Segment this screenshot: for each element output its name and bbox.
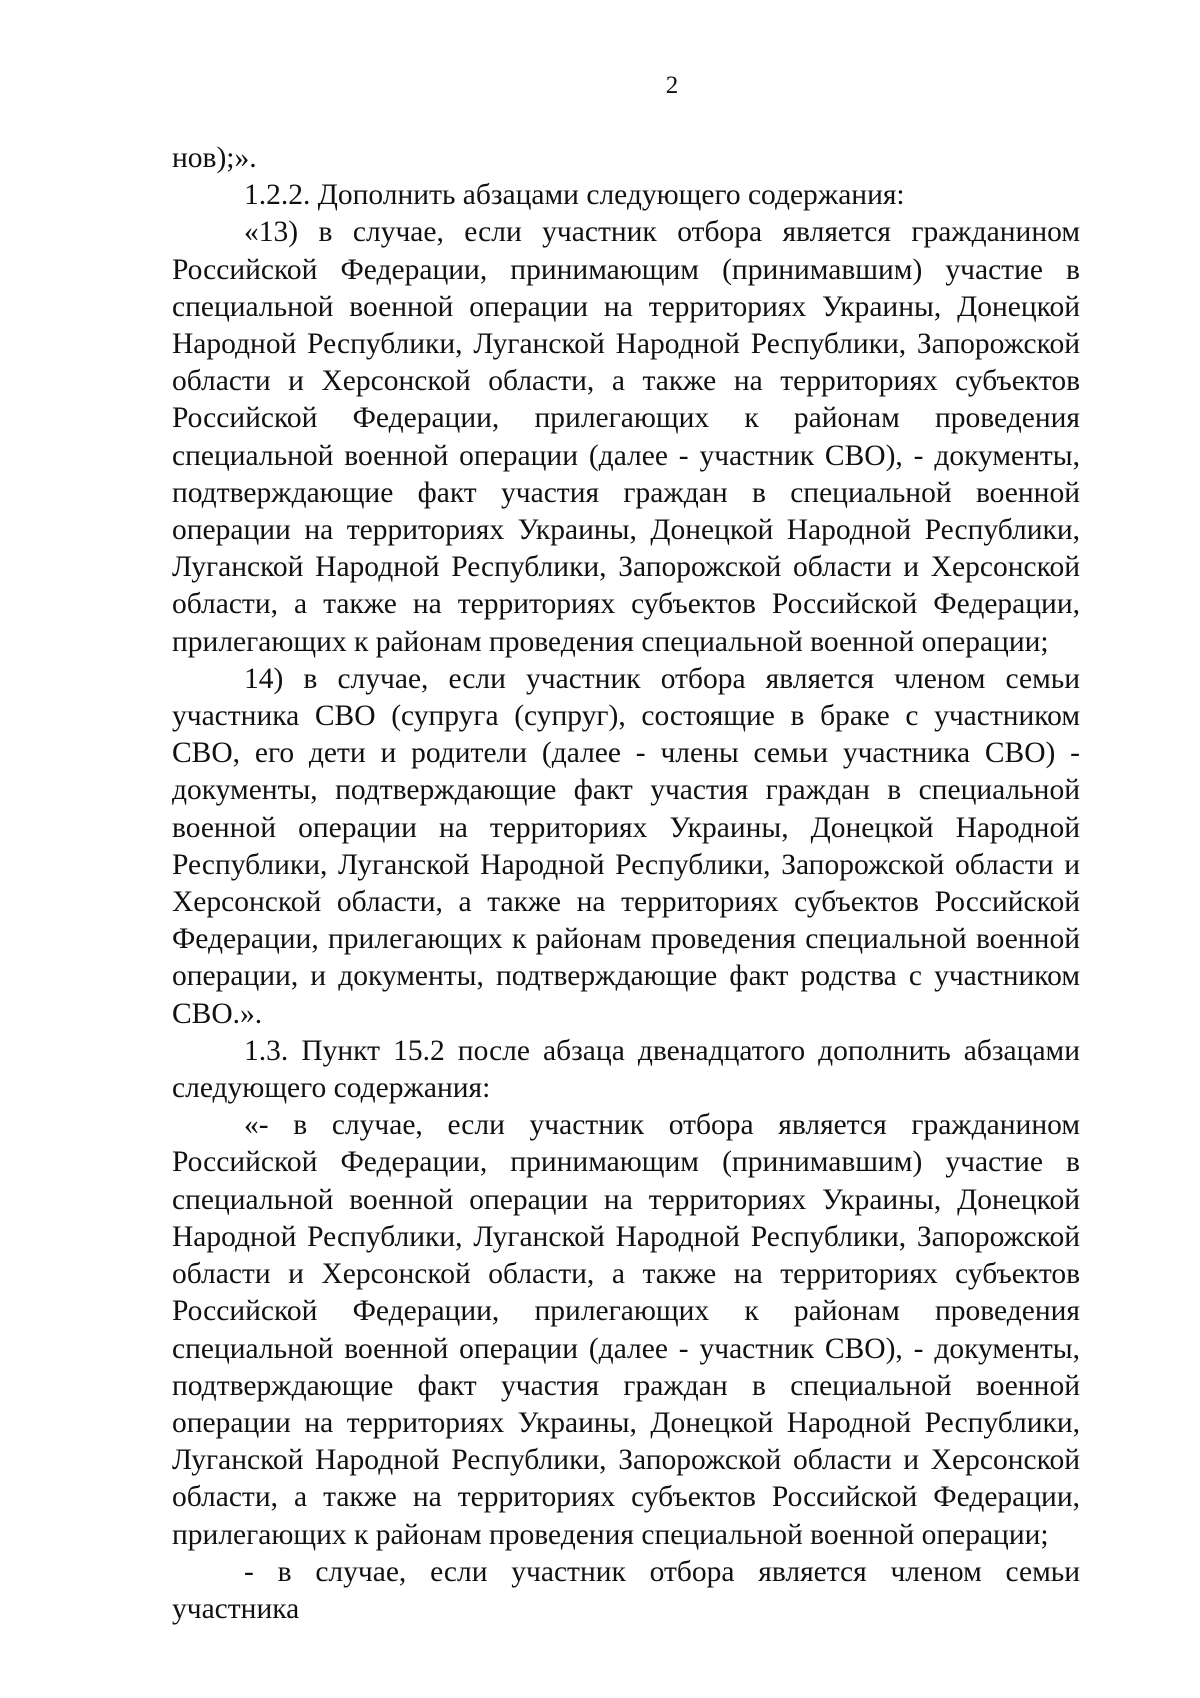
- paragraph-svo-family-member: - в случае, если участник отбора является членом семьи участника: [172, 1555, 1080, 1625]
- document-body: [172, 140, 1080, 1628]
- paragraph-continuation: нов);».: [172, 142, 257, 174]
- paragraph-item-13: «13) в случае, если участник отбора является гражданином Российской Федерации, принимающим (принимавшим) участие в специальной военной операции на территориях Украины, Донецкой Народной Республики, Луганской Народной Республики, Запорожской области и Херсонской области, а также на территориях субъектов Российской Федерации, прилегающих к районам проведения специальной военной операции (далее - участник СВО), - документы, подтверждающие факт участия граждан в специальной военной операции на территориях Украины, Донецкой Народной Республики, Луганской Народной Республики, Запорожской области и Херсонской области, а также на территориях субъектов Российской Федерации, прилегающих к районам проведения специальной военной операции;: [172, 216, 1080, 658]
- page-number: 2: [665, 72, 679, 99]
- paragraph-1-2-2: 1.2.2. Дополнить абзацами следующего содержания:: [244, 179, 905, 212]
- paragraph-svo-participant: «- в случае, если участник отбора является гражданином Российской Федерации, принимающим (принимавшим) участие в специальной военной операции на территориях Украины, Донецкой Народной Республики, Луганской Народной Республики, Запорожской области и Херсонской области, а также на территориях субъектов Российской Федерации, прилегающих к районам проведения специальной военной операции (далее - участник СВО), - документы, подтверждающие факт участия граждан в специальной военной операции на территориях Украины, Донецкой Народной Республики, Луганской Народной Республики, Запорожской области и Херсонской области, а также на территориях субъектов Российской Федерации, прилегающих к районам проведения специальной военной операции;: [172, 1109, 1080, 1551]
- paragraph-item-14: 14) в случае, если участник отбора является членом семьи участника СВО (супруга (супруг), состоящие в браке с участником СВО, его дети и родители (далее - члены семьи участника СВО) - документы, подтверждающие факт участия граждан в специальной военной операции на территориях Украины, Донецкой Народной Республики, Луганской Народной Республики, Запорожской области и Херсонской области, а также на территориях субъектов Российской Федерации, прилегающих к районам проведения специальной военной операции, и документы, подтверждающие факт родства с участником СВО.».: [172, 662, 1080, 1030]
- paragraph-1-3: 1.3. Пункт 15.2 после абзаца двенадцатого дополнить абзацами следующего содержания:: [172, 1034, 1080, 1105]
